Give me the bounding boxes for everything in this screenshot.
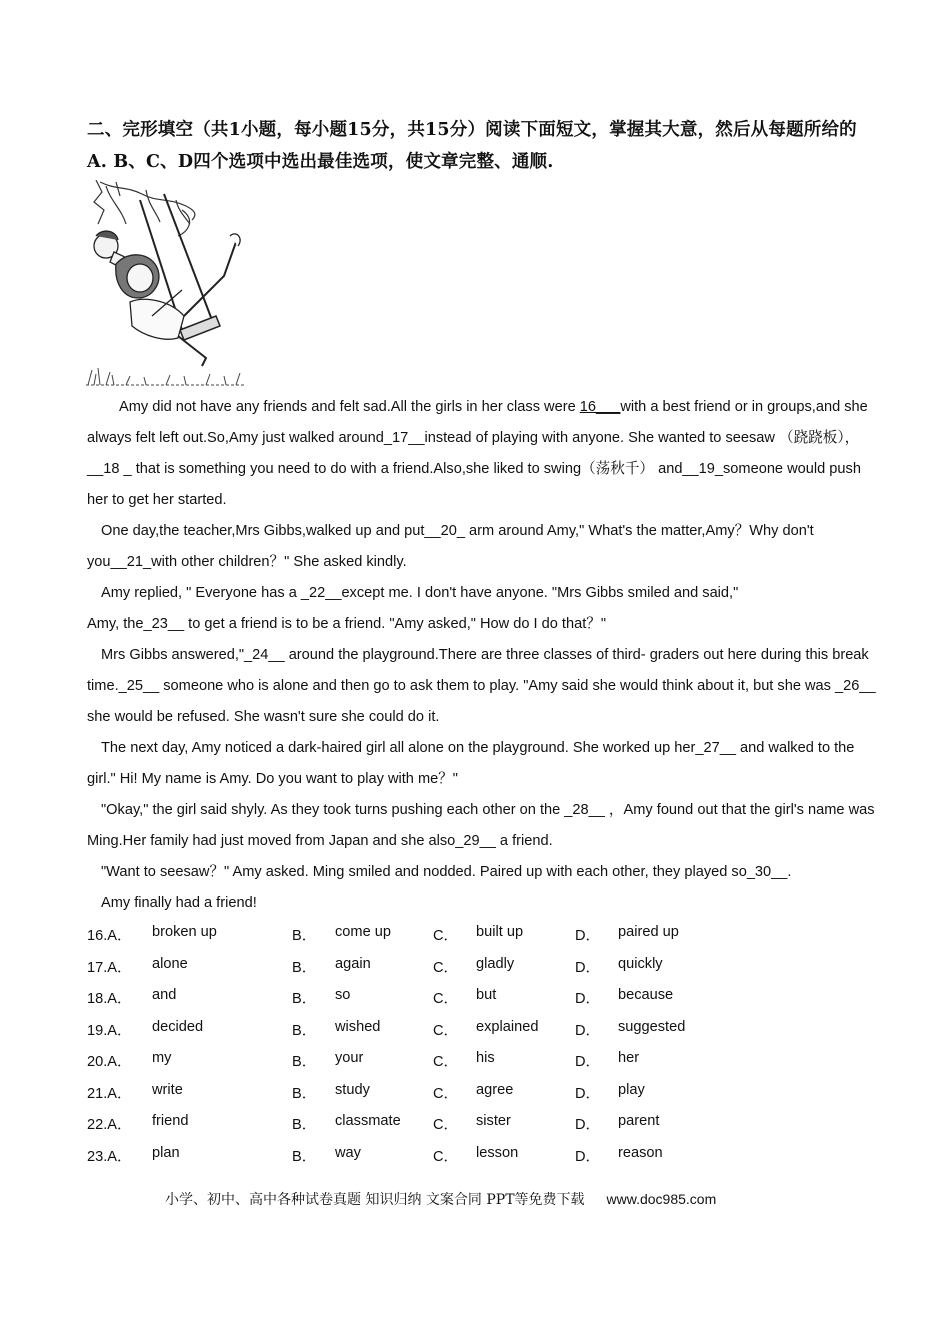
option-b: your [335,1050,364,1066]
option-a: and [152,987,177,1003]
option-row [87,918,787,950]
passage-paragraph: "Want to seesaw？" Amy asked. Ming smiled and nodded. Paired up with each other, they played so_30__. [101,864,792,880]
question-number: 22.A． [87,1117,132,1133]
option-c: agree [476,1081,514,1098]
option-b-label: B． [292,1022,317,1039]
passage-paragraph: Amy replied, " Everyone has a _22__except me. I don't have anyone. "Mrs Gibbs smiled and said," [101,585,739,601]
answer-options [87,918,787,1170]
passage [87,392,877,919]
option-c: built up [476,924,524,940]
blank-16: 16___ [579,399,621,415]
option-d: parent [618,1113,660,1129]
option-a: write [152,1081,183,1098]
option-d-label: D． [575,1117,601,1133]
question-number: 19.A． [87,1022,132,1039]
option-a: my [152,1050,172,1066]
option-b-label: B． [292,1117,317,1133]
option-c-label: C． [433,1054,459,1070]
option-b-label: B． [292,959,317,976]
option-d: quickly [618,955,663,972]
option-b: so [335,987,351,1003]
option-row [87,1107,787,1139]
passage-paragraph: One day,the teacher,Mrs Gibbs,walked up and put__20_ arm around Amy," What's the matter,Amy？Why don't you__21_with other children？" She asked kindly. [87,523,814,570]
option-c: but [476,987,497,1003]
option-c: sister [476,1113,511,1129]
option-d: reason [618,1144,663,1161]
option-d-label: D． [575,1054,601,1070]
question-number: 18.A． [87,991,132,1007]
option-row [87,1139,787,1171]
option-b-label: B． [292,991,317,1007]
option-c-label: C． [433,1085,459,1102]
option-row [87,981,787,1013]
option-d-label: D． [575,1085,601,1102]
passage-paragraph: Amy finally had a friend! [101,895,257,911]
option-d-label: D． [575,991,601,1007]
option-c-label: C． [433,959,459,976]
option-row [87,1044,787,1076]
option-c-label: C． [433,1117,459,1133]
swing-illustration [86,180,244,388]
question-number: 21.A． [87,1085,132,1102]
option-b-label: B． [292,1148,317,1165]
option-a: alone [152,955,188,972]
option-c: his [476,1050,495,1066]
option-b: again [335,955,371,972]
option-d: her [618,1050,640,1066]
footer-url[interactable]: www.doc985.com [606,1191,717,1207]
option-d: play [618,1081,645,1098]
passage-paragraph: "Okay," the girl said shyly. As they took turns pushing each other on the _28__ ，Amy found out that the girl's name was Ming.Her family had just moved from Japan and she also_29__ a friend. [87,802,875,849]
passage-paragraph: The next day, Amy noticed a dark-haired girl all alone on the playground. She worked up her_27__ and walked to the girl." Hi! My name is Amy. Do you want to play with me？" [87,740,855,787]
passage-paragraph: Mrs Gibbs answered,"_24__ around the playground.There are three classes of third- graders out here during this break time._25__ someone who is alone and then go to ask them to play. "Amy said she would think about it, but she was _26__ she would be refused. She wasn't sure she could do it. [87,647,876,725]
option-a: friend [152,1113,189,1129]
option-row [87,1013,787,1045]
option-b-label: B． [292,1085,317,1102]
option-b-label: B． [292,1054,317,1070]
option-c: lesson [476,1144,519,1161]
option-row [87,1076,787,1108]
question-number: 23.A． [87,1148,132,1165]
option-c-label: C． [433,928,459,944]
passage-paragraph [87,392,877,516]
option-a: broken up [152,924,217,940]
paragraph-text: with a best friend or in groups,and she always felt left out.So,Amy just walked around_17__instead of playing with anyone. She wanted to seesaw （跷跷板），__18 _ that is something you need to do with a friend.Also,she liked to swing（荡秋千） and__19_someone would push her to get her started. [87,399,868,508]
page-footer [165,1189,865,1209]
option-d-label: D． [575,1148,601,1165]
option-b: way [335,1144,361,1161]
option-b: come up [335,924,391,940]
passage-paragraph: Amy, the_23__ to get a friend is to be a friend. "Amy asked," How do I do that？" [87,616,607,632]
option-c-label: C． [433,991,459,1007]
option-b: wished [335,1018,381,1035]
option-d: because [618,987,674,1003]
option-d-label: D． [575,1022,601,1039]
footer-text: 小学、初中、高中各种试卷真题 知识归纳 文案合同 PPT等免费下载 [165,1192,585,1208]
option-c-label: C． [433,1022,459,1039]
paragraph-text: Amy did not have any friends and felt sad.All the girls in her class were [119,399,580,415]
option-d: suggested [618,1018,686,1035]
option-a: decided [152,1018,204,1035]
option-d: paired up [618,924,679,940]
option-b: classmate [335,1113,401,1129]
question-number: 20.A． [87,1054,132,1070]
option-row [87,950,787,982]
question-number: 17.A． [87,959,132,976]
option-d-label: D． [575,959,601,976]
option-b: study [335,1081,370,1098]
option-b-label: B． [292,928,317,944]
section-heading: 二、完形填空（共1小题，每小题15分，共15分）阅读下面短文，掌握其大意，然后从每题所给的A. B、C、D四个选项中选出最佳选项，使文章完整、通顺. [87,120,857,172]
option-c: gladly [476,955,515,972]
option-a: plan [152,1144,180,1161]
option-c-label: C． [433,1148,459,1165]
question-number: 16.A． [87,928,132,944]
option-c: explained [476,1018,539,1035]
option-d-label: D． [575,928,601,944]
